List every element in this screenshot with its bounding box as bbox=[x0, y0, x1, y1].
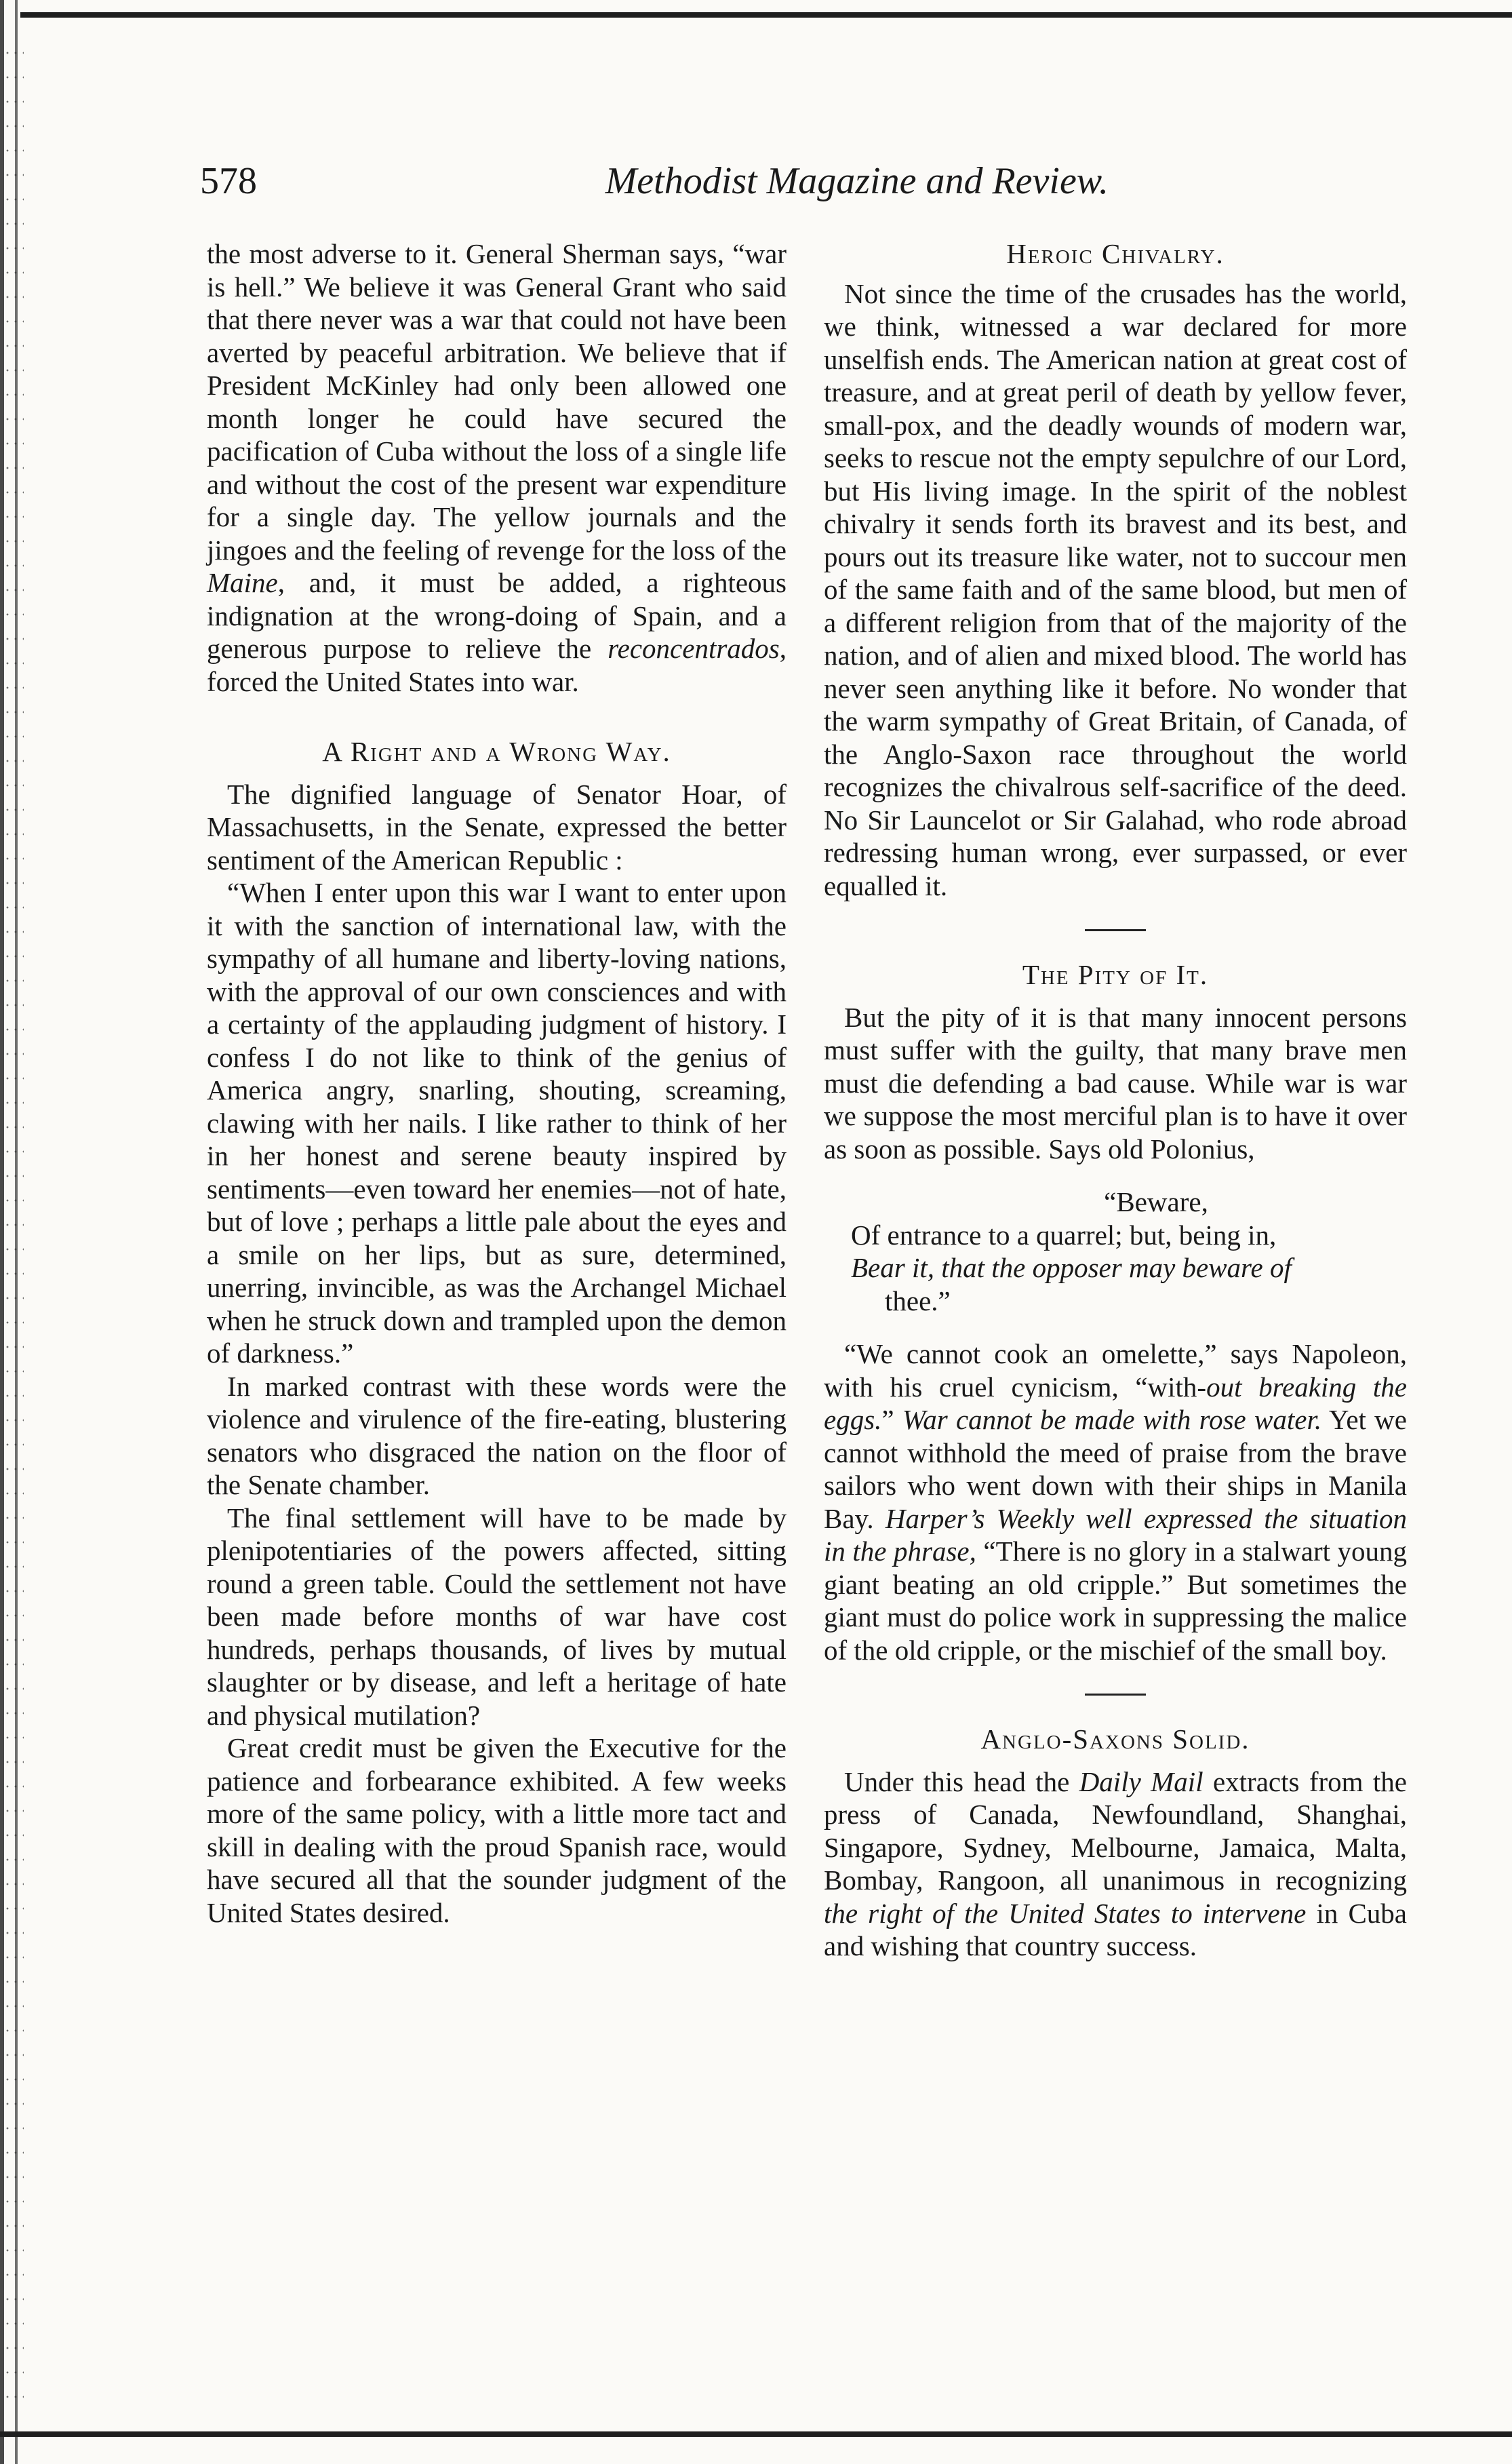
paragraph: But the pity of it is that many innocent persons must suffer with the guilty, that many brave men must die defending a bad cause. While war is war we suppose the most merciful plan is to have it over as soon as possible. Says old Polonius, bbox=[824, 1001, 1407, 1165]
paragraph: Not since the time of the crusades has the world, we think, witnessed a war declared for more unselfish ends. The American nation at great cost of treasure, and at great peril of death by yellow fever, small-pox, and the deadly wounds of modern war, seeks to rescue not the empty sepulchre of our Lord, but His living image. In the spirit of the noblest chivalry it sends forth its bravest and its best, and pours out its treasure like water, not to succour men of the same faith and of the same blood, but men of a different religion from that of the majority of the nation, and of alien and mixed blood. The world has never seen anything like it before. No wonder that the warm sympathy of Great Britain, of Canada, of the Anglo-Saxon race throughout the world recognizes the chivalrous self-sacrifice of the deed. No Sir Launcelot or Sir Galahad, who rode abroad redressing human wrong, ever surpassed, or ever equalled it. bbox=[824, 277, 1407, 901]
binding-marks bbox=[3, 41, 24, 2401]
paragraph: The final settlement will have to be made by plenipotentiaries of the powers affected, sitting round a green table. Could the settlement not have been made before months of war have cost hundreds, perhaps thousands, of lives by mutual slaughter or by disease, and left a heritage of hate and physical mutilation? bbox=[207, 1502, 787, 1731]
quotation: “When I enter upon this war I want to enter upon it with the sanction of international law, with the sympathy of all humane and liberty-loving nations, with the approval of our own consciences and with a certainty of the applauding judgment of history. I confess I do not like to think of the genius of America angry, snarling, shouting, screaming, clawing with her nails. I like rather to think of her in her honest and serene beauty inspired by sentiments—even toward her enemies—not of hate, but of love ; perhaps a little pale about the eyes and a smile on her lips, but as sure, determined, unerring, invincible, as was the Archangel Michael when he struck down and trampled upon the demon of darkness.” bbox=[207, 877, 787, 1369]
section-heading: Anglo-Saxons Solid. bbox=[980, 1723, 1250, 1755]
paragraph: Great credit must be given the Executive for the patience and forbearance exhibited. A few weeks more of the same policy, with a little more tact and skill in dealing with the proud Spanish race, would have secured all that the sounder judgment of the United States desired. bbox=[207, 1732, 787, 1928]
page-edge-top bbox=[20, 12, 1512, 18]
paragraph: “We cannot cook an omelette,” says Napoleon, with his cruel cynicism, “with-out breaking the eggs.” War cannot be made with rose water. Yet we cannot withhold the meed of praise from the brave sailors who went down with their ships in Manila Bay. Harper’s Weekly well expressed the situation in the phrase, “There is no glory in a stalwart young giant beating an old cripple.” But sometimes the giant must do police work in suppressing the malice of the old cripple, or the mischief of the small boy. bbox=[824, 1338, 1408, 1666]
paragraph: the most adverse to it. General Sherman says, “war is hell.” We believe it was General Grant who said that there never was a war that could not have been averted by peaceful arbitration. We believe that if President McKinley had only been allowed one month longer he could have secured the pacification of Cuba without the loss of a single life and without the cost of the present war expenditure for a single day. The yellow journals and the jingoes and the feeling of revenge for the loss of the Maine, and, it must be added, a righteous indignation at the wrong-doing of Spain, and a generous purpose to relieve the reconcentrados, forced the United States into war. bbox=[207, 238, 787, 697]
page-header bbox=[200, 159, 1109, 214]
section-heading: The Pity of It. bbox=[1022, 959, 1209, 990]
page-edge-bottom bbox=[0, 2431, 1512, 2437]
running-title: Methodist Magazine and Review. bbox=[605, 160, 1109, 202]
paragraph: The dignified language of Senator Hoar, of Massachusetts, in the Senate, expressed the better sentiment of the American Republic : bbox=[207, 778, 787, 876]
page-number: 578 bbox=[200, 160, 257, 202]
paragraph: In marked contrast with these words were the violence and virulence of the fire-eating, blustering senators who disgraced the nation on the floor of the Senate chamber. bbox=[207, 1370, 787, 1500]
paragraph: Under this head the Daily Mail extracts from the press of Canada, Newfoundland, Shanghai, Singapore, Sydney, Melbourne, Jamaica, Malta, Bombay, Rangoon, all unanimous in recognizing the right of the United States to intervene in Cuba and wishing that country success. bbox=[824, 1765, 1407, 1961]
verse-quotation: “Beware, Of entrance to a quarrel; but, being in, Bear it, that the opposer may beware of thee.” bbox=[851, 1186, 1292, 1316]
left-column bbox=[207, 237, 787, 1929]
right-column bbox=[824, 237, 1407, 1963]
section-heading: Heroic Chivalry. bbox=[1006, 238, 1225, 269]
section-heading: A Right and a Wrong Way. bbox=[322, 736, 671, 767]
